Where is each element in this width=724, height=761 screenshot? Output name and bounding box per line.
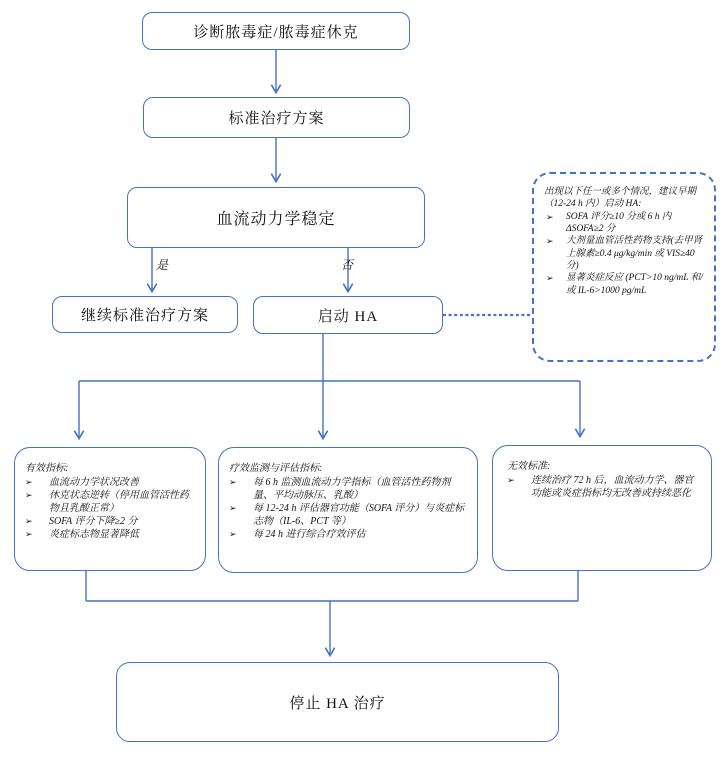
effective-bullet: ➢ 血流动力学状况改善 (25, 477, 139, 488)
node-hemodynamic-stable: 血流动力学稳定 (127, 187, 425, 248)
criteria-bullet: ➢ 大剂量血管活性药物支持(去甲肾上腺素≥0.4 μg/kg/min 或 VIS≥40 分) (546, 236, 703, 272)
bullet-arrow-icon: ➢ (546, 211, 554, 222)
bullet-arrow-icon: ➢ (507, 475, 515, 485)
bullet-arrow-icon: ➢ (229, 503, 237, 513)
bullet-arrow-icon: ➢ (546, 236, 554, 247)
bullet-arrow-icon: ➢ (229, 477, 237, 487)
bullet-arrow-icon: ➢ (546, 273, 554, 284)
bullet-arrow-icon: ➢ (229, 529, 237, 539)
criteria-bullet: ➢ SOFA 评分≥10 分或 6 h 内ΔSOFA≥2 分 (546, 211, 672, 235)
bullet-arrow-icon: ➢ (25, 490, 33, 501)
node-ineffective-criteria (492, 445, 712, 571)
node-effective-indicators (14, 447, 206, 571)
criteria-bullet: ➢ 显著炎症反应 (PCT>10 ng/mL 和/或 IL-6>1000 pg/mL (546, 273, 703, 296)
branch-label-no: 否 (341, 258, 354, 272)
node-start-ha: 启动 HA (253, 296, 443, 334)
ineffective-title: 无效标准: (507, 461, 551, 472)
node-continue-standard: 继续标准治疗方案 (52, 296, 238, 333)
monitoring-bullet: ➢ 每 12-24 h 评估器官功能（SOFA 评分）与炎症标志物（IL-6、PCT 等） (229, 503, 465, 527)
criteria-intro: 出现以下任一或多个情况，建议早期（12-24 h 内）启动 HA: (544, 187, 697, 210)
monitoring-bullet: ➢ 每 24 h 进行综合疗效评估 (229, 529, 366, 540)
note-ha-initiation-criteria (532, 172, 716, 362)
node-monitoring-indicators (218, 447, 478, 573)
node-standard-treatment: 标准治疗方案 (143, 97, 410, 138)
monitoring-title: 疗效监测与评估指标: (229, 463, 323, 474)
node-diagnose-sepsis: 诊断脓毒症/脓毒症休克 (142, 12, 410, 50)
node-stop-ha: 停止 HA 治疗 (116, 662, 559, 742)
effective-title: 有效指标: (25, 463, 69, 474)
effective-bullet: ➢ SOFA 评分下降≥2 分 (25, 516, 138, 528)
effective-bullet: ➢ 休克状态逆转（停用血管活性药物且乳酸正常） (25, 490, 189, 515)
bullet-arrow-icon: ➢ (25, 477, 33, 487)
monitoring-bullet: ➢ 每 6 h 监测血流动力学指标（血管活性药物剂量、平均动脉压、乳酸） (229, 477, 451, 501)
bullet-arrow-icon: ➢ (25, 529, 33, 540)
ineffective-bullet: ➢ 连续治疗 72 h 后，血流动力学、器官功能或炎症指标均无改善或持续恶化 (507, 475, 694, 499)
branch-label-yes: 是 (156, 258, 169, 272)
effective-bullet: ➢ 炎症标志物显著降低 (25, 529, 139, 541)
bullet-arrow-icon: ➢ (25, 516, 33, 527)
